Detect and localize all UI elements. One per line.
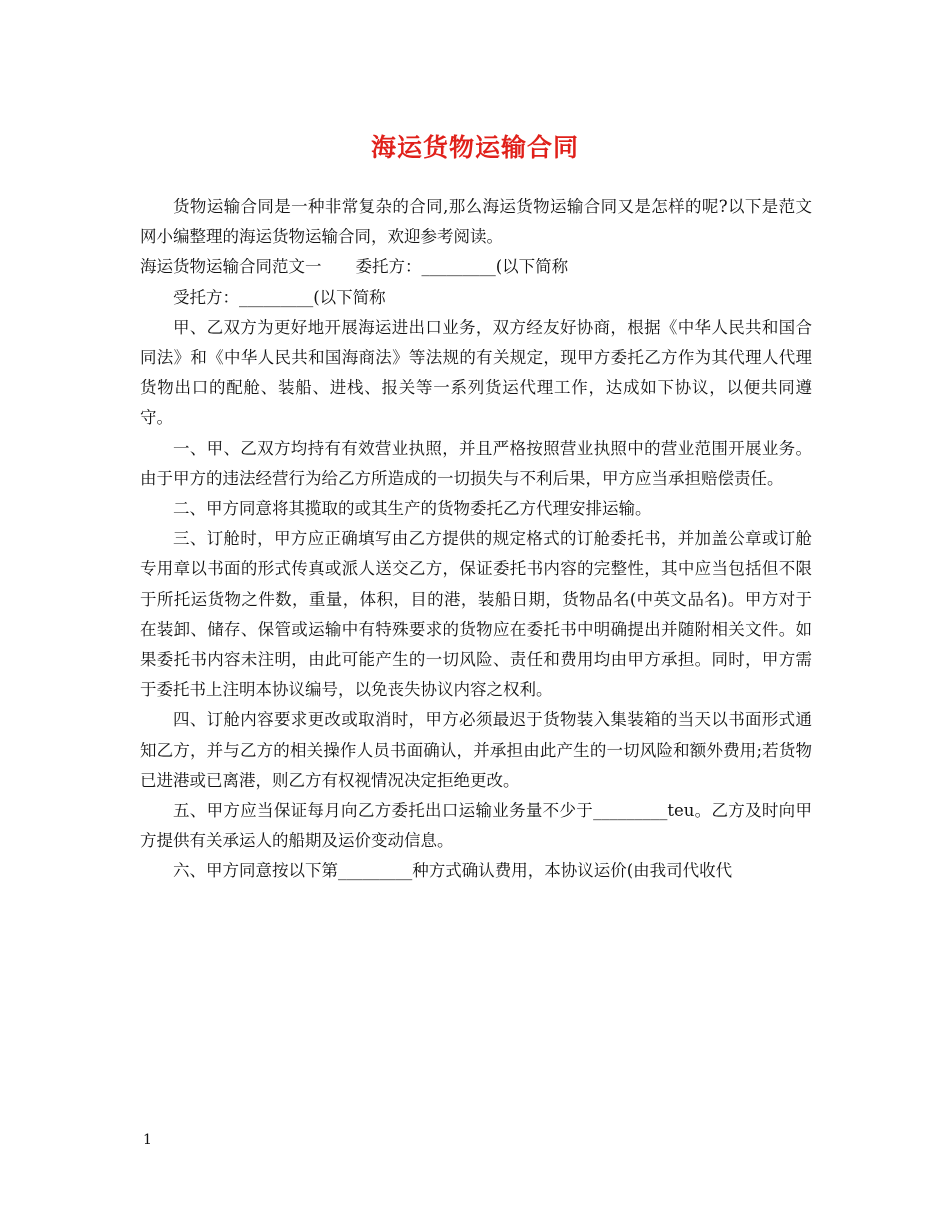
clause-4: 四、订舱内容要求更改或取消时，甲方必须最迟于货物装入集装箱的当天以书面形式通知乙方，并与乙方的相关操作人员书面确认，并承担由此产生的一切风险和额外费用;若货物已进港或已离港，则乙方有权视情况决定拒绝更改。	[140, 710, 812, 790]
principal-line: 委托方：_________(以下简称	[355, 257, 569, 277]
document-body	[140, 192, 812, 887]
intro-paragraph: 货物运输合同是一种非常复杂的合同,那么海运货物运输合同又是怎样的呢?以下是范文网小编整理的海运货物运输合同，欢迎参考阅读。	[140, 197, 812, 247]
sample-heading: 海运货物运输合同范文一	[140, 257, 322, 277]
clause-5: 五、甲方应当保证每月向乙方委托出口运输业务量不少于_________teu。乙方及时向甲方提供有关承运人的船期及运价变动信息。	[140, 801, 812, 851]
clause-3: 三、订舱时，甲方应正确填写由乙方提供的规定格式的订舱委托书，并加盖公章或订舱专用章以书面的形式传真或派人送交乙方，保证委托书内容的完整性，其中应当包括但不限于所托运货物之件数，重量，体积，目的港，装船日期，货物品名(中英文品名)。甲方对于在装卸、储存、保管或运输中有特殊要求的货物应在委托书中明确提出并随附相关文件。如果委托书内容未注明，由此可能产生的一切风险、责任和费用均由甲方承担。同时，甲方需于委托书上注明本协议编号，以免丧失协议内容之权利。	[140, 529, 812, 700]
document-title: 海运货物运输合同	[370, 133, 579, 162]
clause-6: 六、甲方同意按以下第_________种方式确认费用，本协议运价(由我司代收代	[173, 861, 733, 881]
agent-line: 受托方：_________(以下简称	[173, 287, 386, 307]
clause-preamble: 甲、乙双方为更好地开展海运进出口业务，双方经友好协商，根据《中华人民共和国合同法》和《中华人民共和国海商法》等法规的有关规定，现甲方委托乙方作为其代理人代理货物出口的配舱、装船、进栈、报关等一系列货运代理工作，达成如下协议，以便共同遵守。	[140, 317, 812, 428]
clause-1: 一、甲、乙双方均持有有效营业执照，并且严格按照营业执照中的营业范围开展业务。由于甲方的违法经营行为给乙方所造成的一切损失与不利后果，甲方应当承担赔偿责任。	[140, 438, 812, 488]
clause-2: 二、甲方同意将其揽取的或其生产的货物委托乙方代理安排运输。	[173, 499, 652, 519]
page-number: 1	[143, 1132, 152, 1148]
sample-heading-line	[140, 252, 812, 282]
